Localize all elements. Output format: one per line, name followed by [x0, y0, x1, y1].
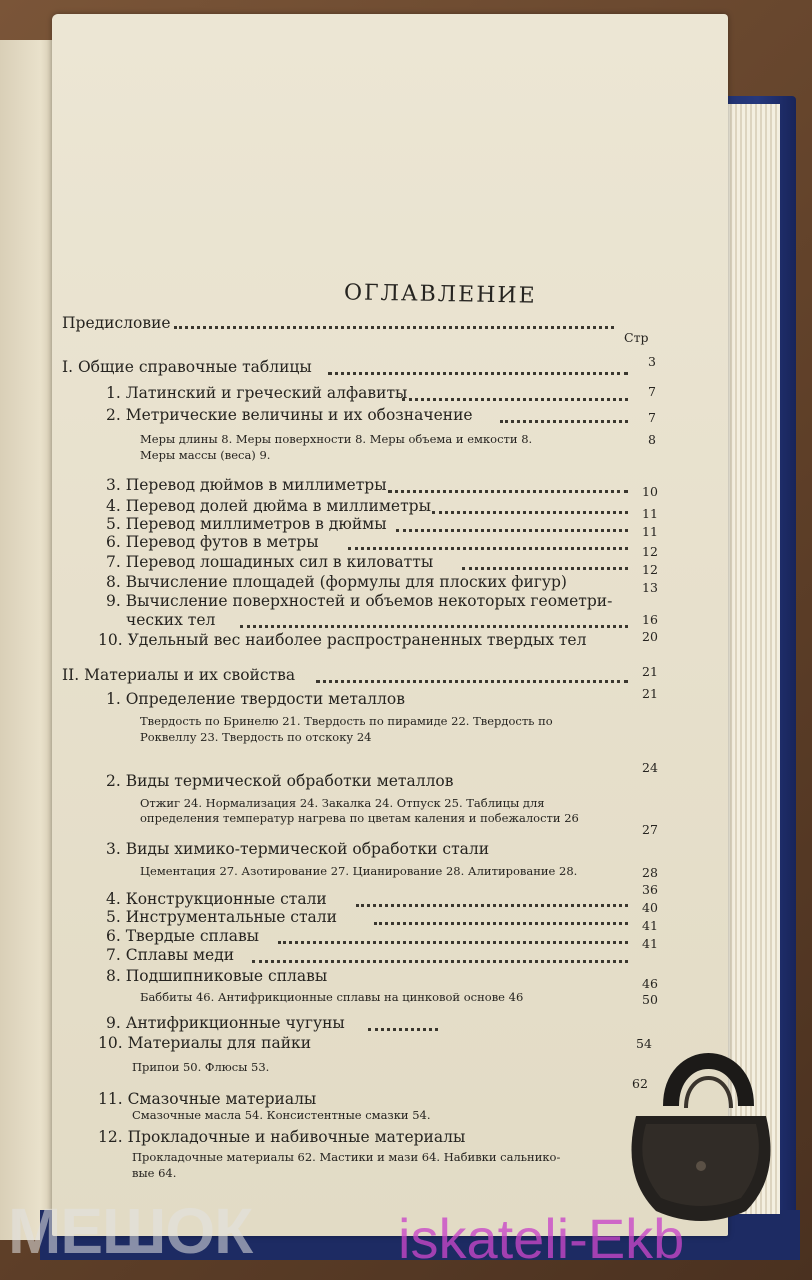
toc-preface-page: 3	[648, 354, 656, 369]
toc-item: 1. Определение твердости металлов	[106, 690, 405, 708]
toc-item-page: 13	[642, 580, 658, 595]
toc-item: 3. Перевод дюймов в миллиметры	[106, 476, 387, 494]
dot-leader	[432, 511, 628, 514]
toc-item: 5. Инструментальные стали	[106, 908, 337, 926]
toc-item-page: 11	[642, 506, 658, 521]
dot-leader	[174, 326, 614, 329]
toc-item: 2. Метрические величины и их обозначение	[106, 406, 473, 424]
dot-leader	[368, 1028, 438, 1031]
toc-item: 1. Латинский и греческий алфавиты	[106, 384, 408, 402]
toc-item-page: 27	[642, 822, 658, 837]
toc-item: 12. Прокладочные и набивочные материалы	[98, 1128, 466, 1146]
toc-subitems: вые 64.	[132, 1166, 177, 1180]
dot-leader	[374, 922, 628, 925]
watermark-logo-left: МЕШОК	[8, 1195, 253, 1267]
toc-item: 10. Материалы для пайки	[98, 1034, 312, 1052]
toc-item: 4. Перевод долей дюйма в миллиметры	[106, 497, 431, 515]
toc-subitems: Баббиты 46. Антифрикционные сплавы на цинковой основе 46	[140, 990, 524, 1004]
toc-item: 10. Удельный вес наиболее распространенных твердых тел	[98, 631, 587, 649]
dot-leader	[328, 372, 628, 375]
toc-subitems: Смазочные масла 54. Консистентные смазки 54.	[132, 1108, 431, 1122]
dot-leader	[278, 941, 628, 944]
toc-subitems: Меры массы (веса) 9.	[140, 448, 271, 462]
toc-item: 9. Вычисление поверхностей и объемов некоторых геометри-	[106, 592, 613, 610]
toc-item: 3. Виды химико-термической обработки стали	[106, 840, 490, 858]
page-column-header: Стр	[624, 330, 649, 345]
toc-subitems: Отжиг 24. Нормализация 24. Закалка 24. Отпуск 25. Таблицы для	[140, 796, 545, 810]
toc-item-page: 21	[642, 686, 658, 701]
toc-subitems: Меры длины 8. Меры поверхности 8. Меры объема и емкости 8.	[140, 432, 533, 446]
toc-item: 11. Смазочные материалы	[98, 1090, 317, 1108]
toc-item-page: 20	[642, 629, 658, 644]
toc-item-page: 12	[642, 544, 658, 559]
toc-section-2-page: 21	[642, 664, 658, 679]
toc-item: 6. Твердые сплавы	[106, 927, 260, 945]
watermark-text-right: iskateli-Ekb	[398, 1207, 685, 1270]
toc-item-page: 10	[642, 484, 658, 499]
toc-item: 4. Конструкционные стали	[106, 890, 327, 908]
toc-item-page: 36	[642, 882, 658, 897]
toc-subitems: Роквеллу 23. Твердость по отскоку 24	[140, 730, 372, 744]
toc-item-page: 40	[642, 900, 658, 915]
dot-leader	[348, 547, 628, 550]
toc-item: 7. Перевод лошадиных сил в киловатты	[106, 553, 434, 571]
toc-item: 7. Сплавы меди	[106, 946, 235, 964]
toc-subitems: Твердость по Бринелю 21. Твердость по пирамиде 22. Твердость по	[140, 714, 553, 728]
toc-preface: Предисловие	[62, 314, 171, 332]
toc-section-2: II. Материалы и их свойства	[62, 666, 296, 684]
toc-item-page: 62	[632, 1076, 648, 1091]
toc-item-page: 50	[642, 992, 658, 1007]
toc-subitems: Прокладочные материалы 62. Мастики и мази 64. Набивки сальнико-	[132, 1150, 561, 1164]
toc-item-page: 7	[648, 410, 656, 425]
toc-subitems: Цементация 27. Азотирование 27. Цианирование 28. Алитирование 28.	[140, 864, 578, 878]
dot-leader	[316, 680, 628, 683]
toc-item-page: 28	[642, 865, 658, 880]
toc-item-page: 24	[642, 760, 658, 775]
toc-item: ческих тел	[126, 611, 216, 629]
dot-leader	[500, 420, 628, 423]
dot-leader	[252, 960, 628, 963]
toc-item: 8. Подшипниковые сплавы	[106, 967, 328, 985]
toc-item-page: 46	[642, 976, 658, 991]
toc-item-page: 41	[642, 936, 658, 951]
toc-subitems: Припои 50. Флюсы 53.	[132, 1060, 270, 1074]
toc-item: 2. Виды термической обработки металлов	[106, 772, 454, 790]
dot-leader	[462, 567, 628, 570]
toc-section-1-page: 7	[648, 384, 656, 399]
dot-leader	[388, 490, 628, 493]
toc-item: 8. Вычисление площадей (формулы для плоских фигур)	[106, 573, 567, 591]
toc-item-page: 8	[648, 432, 656, 447]
toc-item-page: 12	[642, 562, 658, 577]
toc-item-page: 16	[642, 612, 658, 627]
left-page-edge	[0, 40, 58, 1240]
padlock-object	[616, 1026, 786, 1226]
toc-title: ОГЛАВЛЕНИЕ	[343, 280, 537, 309]
toc-item: 9. Антифрикционные чугуны	[106, 1014, 345, 1032]
dot-leader	[356, 904, 628, 907]
toc-item-page: 41	[642, 918, 658, 933]
toc-item-page: 11	[642, 524, 658, 539]
toc-item: 5. Перевод миллиметров в дюймы	[106, 515, 387, 533]
toc-item-page: 54	[636, 1036, 652, 1051]
toc-subitems: определения температур нагрева по цветам каления и побежалости 26	[140, 811, 579, 825]
dot-leader	[396, 529, 628, 532]
toc-item: 6. Перевод футов в метры	[106, 533, 319, 551]
dot-leader	[240, 625, 628, 628]
toc-section-1: I. Общие справочные таблицы	[62, 358, 312, 376]
dot-leader	[402, 398, 628, 401]
